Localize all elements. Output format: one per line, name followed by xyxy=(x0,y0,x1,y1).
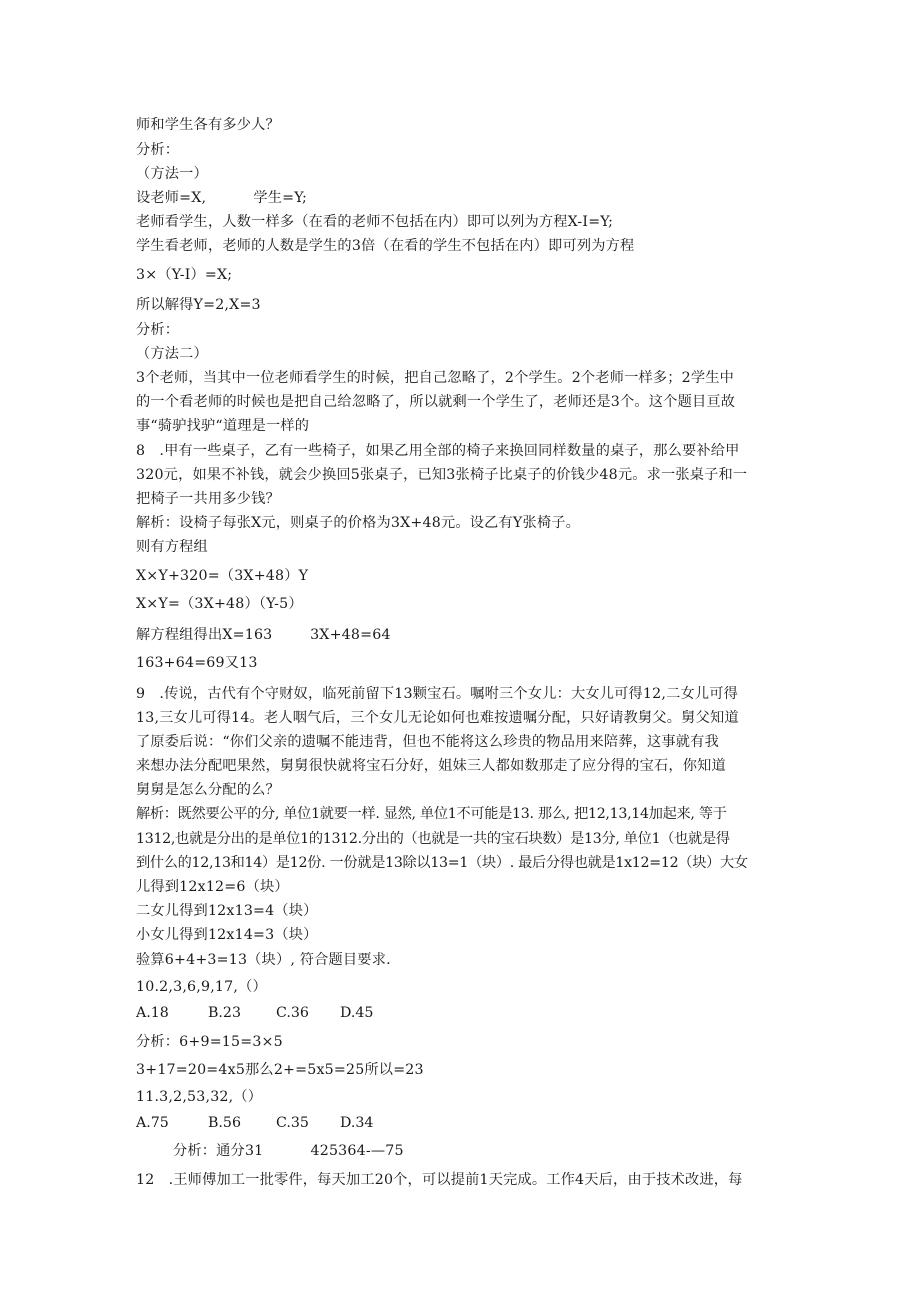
text-line: 则有方程组 xyxy=(136,539,208,555)
text-line: 把椅子一共用多少钱？ xyxy=(136,491,280,507)
q10-option-b: B.23 xyxy=(208,1005,241,1021)
text-line: （方法一） xyxy=(136,166,208,182)
text-line: 解析：既然要公平的分, 单位1就要一样. 显然, 单位1不可能是13. 那么, 把12,13,14加起来, 等于 xyxy=(136,806,727,822)
equation-line: X×Y+320=（3X+48）Y xyxy=(136,568,309,584)
text-line: 设老师=X, 学生=Y; xyxy=(136,190,308,206)
text-line: 320元，如果不补钱，就会少换回5张桌子，已知3张椅子比桌子的价钱少48元。求一张桌子和一 xyxy=(136,467,748,483)
text-line: 13,三女儿可得14。老人咽气后，三个女儿无论如何也难按遗嘱分配，只好请教舅父。舅父知道 xyxy=(136,710,739,726)
q11-option-b: B.56 xyxy=(208,1115,241,1131)
text-line: 老师看学生，人数一样多（在看的老师不包括在内）即可以列为方程X-I=Y; xyxy=(136,214,614,230)
text-line: 所以解得Y=2,X=3 xyxy=(136,297,261,313)
q11-option-c: C.35 xyxy=(276,1115,309,1131)
text-line: 到什么的12,13和14）是12份. 一份就是13除以13=1（块）. 最后分得也就是1x12=12（块）大女 xyxy=(136,855,748,871)
question-12: 12 .王师傅加工一批零件，每天加工20个，可以提前1天完成。工作4天后，由于技术改进，每 xyxy=(136,1172,743,1188)
text-line: 了原委后说：“你们父亲的遗嘱不能违背，但也不能将这么珍贵的物品用来陪葬，这事就有我 xyxy=(136,734,719,750)
equation-line: 解方程组得出X=163 3X+48=64 xyxy=(136,627,391,643)
text-line: 1312,也就是分出的是单位1的1312.分出的（也就是一共的宝石块数）是13分, 单位1（也就是得 xyxy=(136,831,730,847)
q11-option-d: D.34 xyxy=(340,1115,374,1131)
text-line: 二女儿得到12x13=4（块） xyxy=(136,903,318,919)
text-line: 3+17=20=4x5那么2+=5x5=25所以=23 xyxy=(136,1062,424,1078)
text-line: 分析： xyxy=(136,142,180,158)
text-line: 小女儿得到12x14=3（块） xyxy=(136,927,318,943)
question-10: 10.2,3,6,9,17,（） xyxy=(136,979,267,995)
text-line: 解析：设椅子每张X元，则桌子的价格为3X+48元。设乙有Y张椅子。 xyxy=(136,515,581,531)
q10-option-a: A.18 xyxy=(136,1005,169,1021)
equation-line: X×Y=（3X+48）（Y-5） xyxy=(136,596,303,612)
text-line: 分析：通分31 425364-—75 xyxy=(173,1143,404,1159)
text-line: 验算6+4+3=13（块）, 符合题目要求. xyxy=(136,952,391,968)
text-line: 来想办法分配吧果然，舅舅很快就将宝石分好，姐妹三人都如数那走了应分得的宝石，你知道 xyxy=(136,758,726,774)
text-line: 事“骑驴找驴“道理是一样的 xyxy=(136,418,310,434)
text-line: 3个老师，当其中一位老师看学生的时候，把自己忽略了，2个学生。2个老师一样多；2学生中 xyxy=(136,370,735,386)
q10-option-c: C.36 xyxy=(276,1005,309,1021)
text-line: 学生看老师，老师的人数是学生的3倍（在看的学生不包括在内）即可列为方程 xyxy=(136,238,635,254)
equation-line: 163+64=69又13 xyxy=(136,655,258,671)
text-line: 分析：6+9=15=3×5 xyxy=(136,1034,283,1050)
question-9: 9 .传说，古代有个守财奴，临死前留下13颗宝石。嘱咐三个女儿：大女儿可得12,二女儿可得 xyxy=(136,686,739,702)
text-line: 分析： xyxy=(136,322,180,338)
text-line: 舅舅是怎么分配的么？ xyxy=(136,782,280,798)
equation-line: 3×（Y-I）=X; xyxy=(136,267,233,283)
q10-option-d: D.45 xyxy=(340,1005,374,1021)
text-line: 师和学生各有多少人？ xyxy=(136,117,280,133)
text-line: （方法二） xyxy=(136,346,208,362)
question-11: 11.3,2,53,32,（） xyxy=(136,1089,263,1105)
q11-option-a: A.75 xyxy=(136,1115,169,1131)
text-line: 的一个看老师的时候也是把自己给忽略了，所以就剩一个学生了，老师还是3个。这个题目亘故 xyxy=(136,394,736,410)
text-line: 儿得到12x12=6（块） xyxy=(136,879,289,895)
question-8: 8 .甲有一些桌子，乙有一些椅子，如果乙用全部的椅子来换回同样数量的桌子，那么要补给甲 xyxy=(136,443,740,459)
